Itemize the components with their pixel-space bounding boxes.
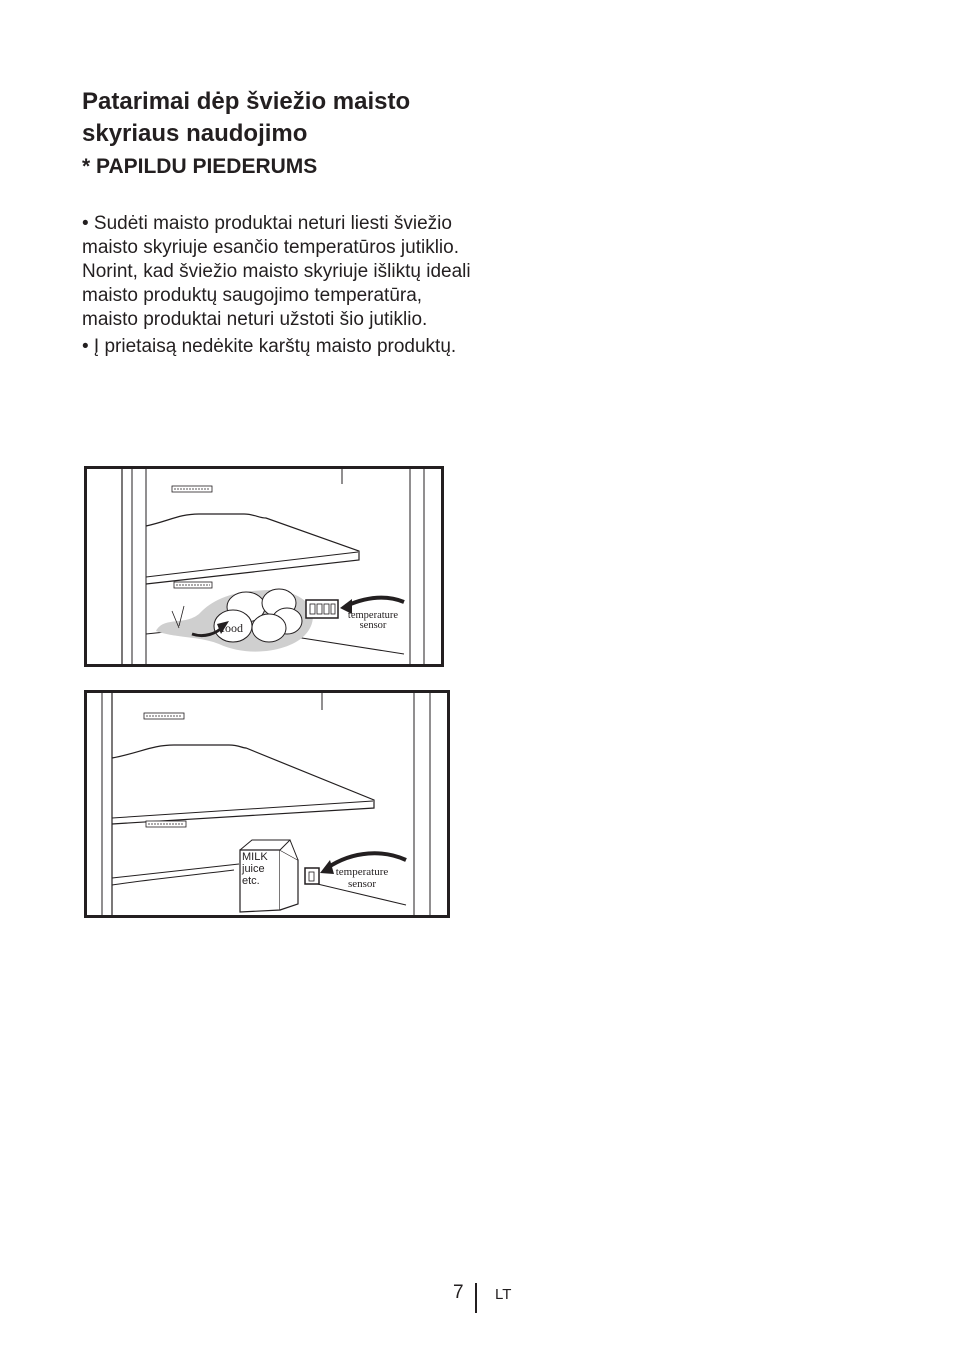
bullet-sensor-contact: • Sudėti maisto produktai neturi liesti šviežio maisto skyriuje esančio temperatūros jutiklio. Norint, kad šviežio maisto skyriuje išliktų ideali maisto produktų saugojimo temperatūra, maisto produktai neturi užstoti šio jutiklio. bbox=[82, 213, 471, 330]
carton-label-line-3: etc. bbox=[242, 875, 260, 887]
footer-divider bbox=[475, 1283, 477, 1313]
sensor-label-line-2: sensor bbox=[347, 878, 377, 890]
figure-food-sensor-drawing bbox=[84, 466, 446, 668]
page-title: Patarimai dėp šviežio maisto skyriaus naudojimo bbox=[82, 88, 411, 147]
sensor-label-line-1: temperature bbox=[335, 866, 389, 878]
sensor-label-line-2: sensor bbox=[359, 620, 387, 631]
instructions bbox=[82, 212, 482, 362]
figure-carton-sensor bbox=[84, 690, 452, 919]
figure-carton-sensor-drawing bbox=[84, 690, 452, 919]
food-label: food bbox=[221, 621, 243, 635]
bullet-hot-food: • Į prietaisą nedėkite karštų maisto produktų. bbox=[82, 336, 457, 357]
page-subtitle: * PAPILDU PIEDERUMS bbox=[82, 155, 318, 178]
page-number: 7 bbox=[453, 1282, 464, 1303]
sensor-label-line-1: temperature bbox=[347, 610, 399, 621]
figure-food-sensor bbox=[84, 466, 446, 668]
language-code: LT bbox=[495, 1286, 512, 1303]
carton-label-line-2: juice bbox=[242, 863, 265, 875]
carton-label-line-1: MILK bbox=[242, 851, 268, 863]
